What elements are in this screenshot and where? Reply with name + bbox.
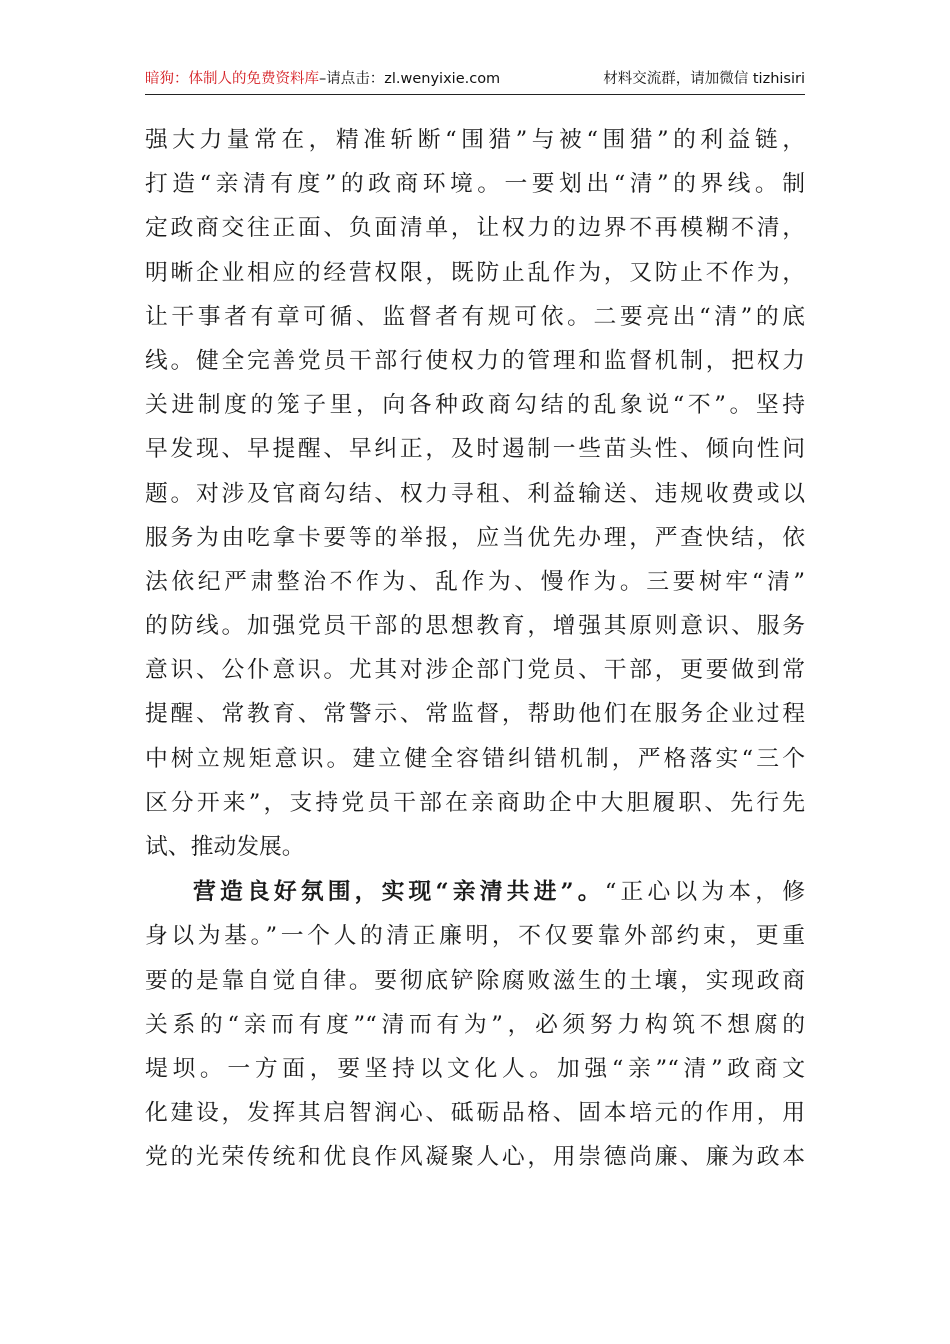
text-line: 区分开来”，支持党员干部在亲商助企中大胆履职、先行先	[145, 789, 805, 816]
text-line: 定政商交往正面、负面清单，让权力的边界不再模糊不清，	[145, 215, 805, 242]
text-line: 意识、公仆意识。尤其对涉企部门党员、干部，更要做到常	[145, 657, 805, 684]
text-line: 党的光荣传统和优良作风凝聚人心，用崇德尚廉、廉为政本	[145, 1144, 805, 1171]
contact-text: 材料交流群，请加微信 tizhisiri	[603, 71, 805, 87]
brand-text: 暗狗：体制人的免费资料库	[145, 71, 319, 87]
paragraph-2	[145, 870, 805, 1179]
text-line: 关系的“亲而有度”“清而有为”，必须努力构筑不想腐的	[145, 1011, 805, 1038]
paragraph-1	[145, 118, 805, 869]
text-line: 强大力量常在，精准斩断“围猎”与被“围猎”的利益链，	[145, 127, 805, 153]
text-line: 法依纪严肃整治不作为、乱作为、慢作为。三要树牢“清”	[145, 568, 805, 595]
heading-line-rest: “正心以为本，修	[604, 879, 805, 906]
text-line	[145, 870, 805, 914]
text-line: 提醒、常教育、常警示、常监督，帮助他们在服务企业过程	[145, 701, 805, 728]
text-line: 线。健全完善党员干部行使权力的管理和监督机制，把权力	[145, 347, 805, 374]
text-line: 身以为基。”一个人的清正廉明，不仅要靠外部约束，更重	[145, 923, 805, 950]
text-line: 明晰企业相应的经营权限，既防止乱作为，又防止不作为，	[145, 259, 805, 286]
text-line: 早发现、早提醒、早纠正，及时遏制一些苗头性、倾向性问	[145, 436, 805, 463]
text-line: 打造“亲清有度”的政商环境。一要划出“清”的界线。制	[145, 171, 805, 198]
text-line: 题。对涉及官商勾结、权力寻租、利益输送、违规收费或以	[145, 480, 805, 507]
link-prefix: –请点击：	[319, 71, 385, 87]
text-line: 服务为由吃拿卡要等的举报，应当优先办理，严查快结，依	[145, 524, 805, 551]
text-line: 化建设，发挥其启智润心、砥砺品格、固本培元的作用，用	[145, 1100, 805, 1127]
text-line: 的防线。加强党员干部的思想教育，增强其原则意识、服务	[145, 613, 805, 640]
section-heading: 营造良好氛围，实现“亲清共进”。	[193, 879, 605, 906]
text-line: 要的是靠自觉自律。要彻底铲除腐败滋生的土壤，实现政商	[145, 967, 805, 994]
text-line: 试、推动发展。	[145, 834, 305, 860]
text-line: 关进制度的笼子里，向各种政商勾结的乱象说“不”。坚持	[145, 392, 805, 419]
document-body	[145, 118, 805, 1181]
text-line: 堤坝。一方面，要坚持以文化人。加强“亲”“清”政商文	[145, 1055, 805, 1082]
text-line: 中树立规矩意识。建立健全容错纠错机制，严格落实“三个	[145, 745, 805, 772]
site-link[interactable]: zl.wenyixie.com	[384, 71, 501, 87]
page-header	[145, 64, 805, 95]
text-line: 让干事者有章可循、监督者有规可依。二要亮出“清”的底	[145, 303, 805, 330]
